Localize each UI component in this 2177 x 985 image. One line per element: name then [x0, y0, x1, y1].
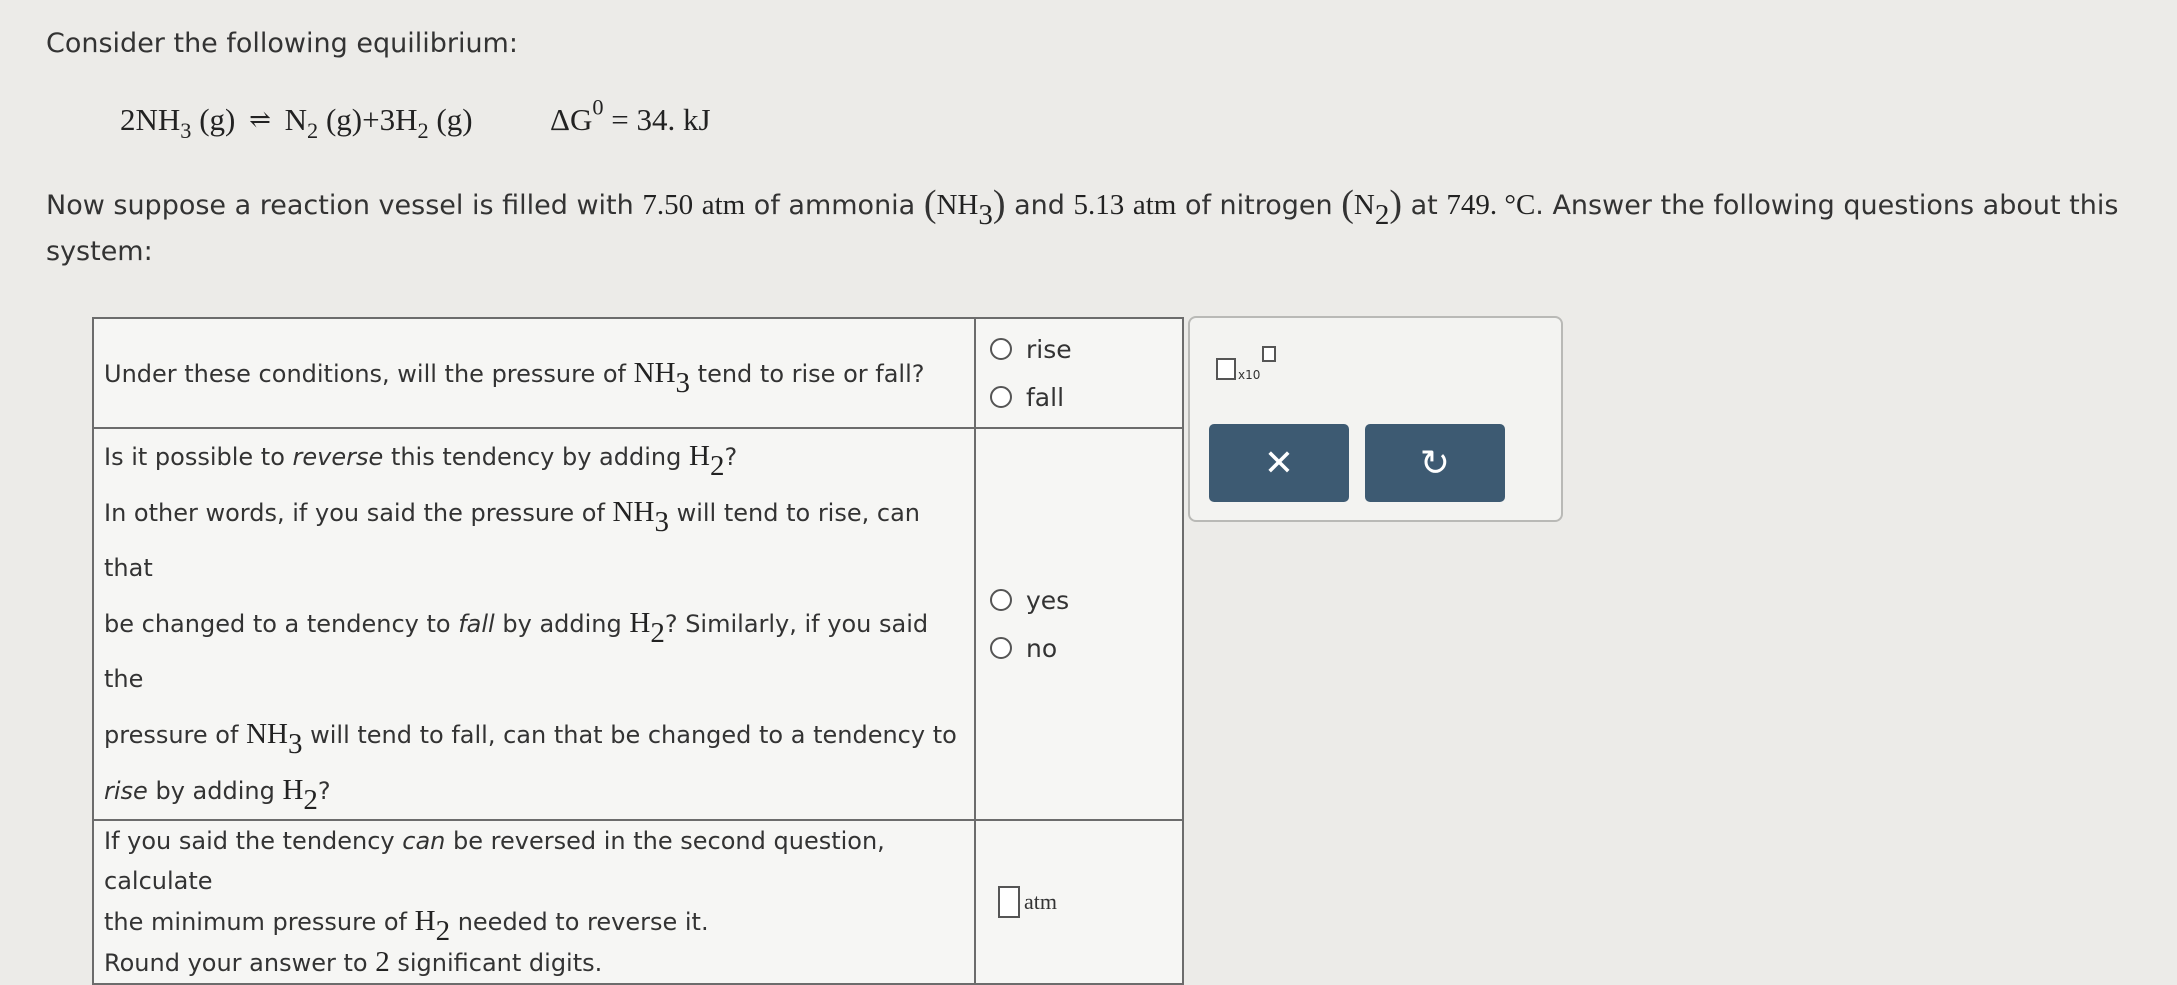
option-yes[interactable]: yes — [986, 576, 1182, 624]
problem-statement: Now suppose a reaction vessel is filled with 7.50 atm of ammonia $(NH_3)$ and 5.13 atm of nitrogen $(N_2)$ at 749. °C. Answer the following questions about this system: — [46, 183, 2119, 267]
intro-text: Consider the following equilibrium: — [46, 28, 518, 59]
option-no[interactable]: no — [986, 624, 1182, 672]
radio-no[interactable] — [990, 637, 1012, 659]
clear-button[interactable] — [1209, 424, 1349, 502]
question-1-options — [975, 318, 1183, 428]
question-3-answer: atm — [975, 820, 1183, 984]
option-rise[interactable]: rise — [986, 325, 1182, 373]
answer-tools-panel — [1188, 316, 1563, 522]
question-2-text: Is it possible to reverse this tendency by adding $H_2$? In other words, if you said the pressure of $NH_3$ will tend to rise, can that be changed to a tendency to fall by adding $H_2$? Similarly, if you said the pressure of $NH_3$ will tend to fall, can that be changed to a tendency to rise by adding $H_2$? — [93, 428, 975, 820]
equilibrium-arrow-icon: ⇌ — [249, 105, 271, 134]
radio-yes[interactable] — [990, 589, 1012, 611]
radio-rise[interactable] — [990, 338, 1012, 360]
option-fall[interactable]: fall — [986, 373, 1182, 421]
question-2-options — [975, 428, 1183, 820]
undo-icon: ↻ — [1419, 442, 1451, 484]
h2-pressure-input[interactable] — [998, 886, 1020, 918]
exponent-box-icon — [1262, 346, 1276, 362]
question-3-text: If you said the tendency can be reversed in the second question, calculate the minimum pressure of $H_2$ needed to reverse it. Round your answer to 2 significant digits. — [93, 820, 975, 984]
close-icon: ✕ — [1263, 442, 1295, 484]
radio-fall[interactable] — [990, 386, 1012, 408]
scientific-notation-button[interactable]: x10 — [1216, 344, 1286, 384]
question-row-3 — [93, 820, 1183, 984]
question-row-2 — [93, 428, 1183, 820]
question-table — [92, 317, 1184, 985]
question-row-1 — [93, 318, 1183, 428]
undo-button[interactable] — [1365, 424, 1505, 502]
equilibrium-equation: $2NH_3$ (g) ⇌ $N_2$ $(g)+3H_2$ (g) $\Delta G^0 = 34$. kJ — [120, 94, 711, 143]
question-1-text: Under these conditions, will the pressure of $NH_3$ tend to rise or fall? — [93, 318, 975, 428]
mantissa-box-icon — [1216, 358, 1236, 380]
